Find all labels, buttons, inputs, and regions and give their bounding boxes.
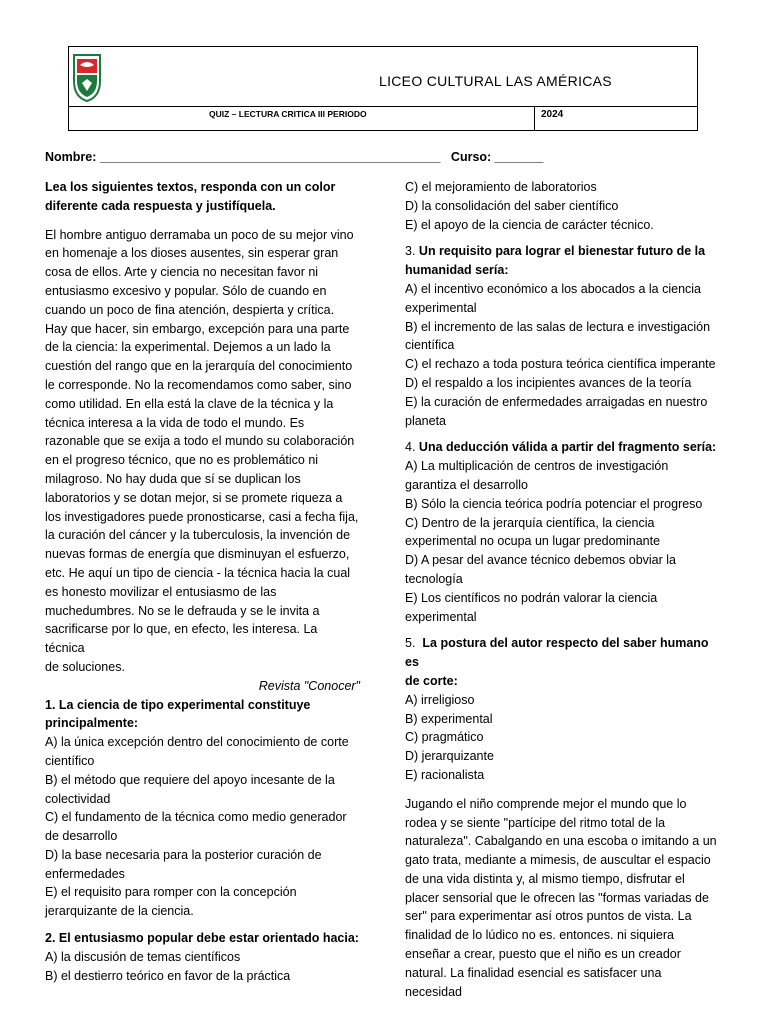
question-5 [405, 634, 721, 784]
reading-text-1-line: laboratorios y se dotan mejor, si se promete riqueza a [45, 490, 343, 505]
reading-text-1-line: nuevas formas de energía que disminuyan el esfuerzo, [45, 547, 350, 562]
reading-text-2-line: placer sensorial que le ofrecen las "formas variadas de [405, 890, 709, 905]
reading-text-1-line: técnica interesa a la vida de todo el mundo. Es [45, 415, 305, 430]
question-2-prompt: 2. El entusiasmo popular debe estar orientado hacia: [45, 931, 359, 946]
reading-text-1-line: la curación del cáncer y la tuberculosis, la invención de [45, 528, 351, 543]
reading-text-1-line: Hay que hacer, sin embargo, excepción para una parte [45, 321, 350, 336]
reading-text-2-line: de una vida distinta y, al mismo tiempo, disfrutar el [405, 871, 685, 886]
option-1e: E) el requisito para romper con la concepción jerarquizante de la ciencia. [45, 885, 297, 919]
instructions: Lea los siguientes textos, responda con un color diferente cada respuesta y justifíquela. [45, 180, 336, 213]
reading-text-1-line: milagroso. No hay duda que sí se duplican los [45, 471, 301, 486]
reading-text-1-line: entusiasmo excesivo y popular. Sólo de cuando en [45, 283, 327, 298]
reading-text-1 [45, 226, 360, 677]
reading-text-1-line: le corresponde. No la recomendamos como saber, sino [45, 377, 352, 392]
option-4b: B) Sólo la ciencia teórica podría potenciar el progreso [405, 496, 703, 511]
option-4c: C) Dentro de la jerarquía científica, la ciencia experimental no ocupa un lugar predominante [405, 515, 661, 549]
reading-text-1-line: en el progreso técnico, que no es problemático ni [45, 453, 319, 468]
option-5a: A) irreligioso [405, 692, 475, 707]
option-3b: B) el incremento de las salas de lectura e investigación científica [405, 319, 711, 353]
option-2c: C) el mejoramiento de laboratorios [405, 180, 597, 194]
header-top-row [69, 47, 697, 107]
question-3-prompt: 3. Un requisito para lograr el bienestar futuro de la humanidad sería: [405, 244, 706, 278]
reading-text-1-line: en homenaje a los dioses ausentes, sin esperar gran [45, 246, 339, 261]
reading-text-2-line: gato trata, mediante a mimesis, de auscultar el espacio [405, 853, 711, 868]
cell-divider [534, 106, 535, 131]
reading-text-2-line: natural. La finalidad esencial es satisfacer una necesidad [405, 965, 662, 999]
reading-text-1-line: es honesto movilizar el entusiasmo de las [45, 584, 277, 599]
option-2b: B) el destierro teórico en favor de la práctica [45, 968, 291, 983]
header-bottom-row [69, 106, 697, 131]
reading-text-1-line: razonable que se exija a todo el mundo su colaboración [45, 434, 355, 449]
reading-text-2-line: rodea y se siente "partícipe del ritmo total de la [405, 815, 666, 830]
option-5d: D) jerarquizante [405, 749, 494, 764]
option-2a: A) la discusión de temas científicos [45, 949, 241, 964]
option-4a: A) La multiplicación de centros de investigación garantiza el desarrollo [405, 459, 669, 492]
reading-text-2-line: ser" para experimentar así otros puntos de vista. La [405, 909, 692, 924]
school-crest-icon [72, 53, 102, 103]
option-3d: D) el respaldo a los incipientes avances de la teoría [405, 375, 692, 390]
option-5b: B) experimental [405, 711, 493, 726]
option-1a: A) la única excepción dentro del conocimiento de corte científico [45, 735, 349, 768]
option-3c: C) el rechazo a toda postura teórica científica imperante [405, 357, 716, 372]
question-1-prompt: 1. La ciencia de tipo experimental constituye principalmente: [45, 697, 311, 731]
right-column [405, 178, 721, 1001]
option-2d: D) la consolidación del saber científico [405, 198, 619, 213]
option-1d: D) la base necesaria para la posterior curación de enfermedades [45, 847, 322, 881]
question-5-prompt: 5. La postura del autor respecto del saber humano es de corte: [405, 636, 709, 688]
reading-text-1-line: etc. He aquí un tipo de ciencia - la técnica hacia la cual [45, 565, 351, 580]
reading-text-1-line: los investigadores puede pronosticarse, casi a fecha fija, [45, 509, 359, 524]
option-5c: C) pragmático [405, 730, 484, 745]
reading-text-1-line: de soluciones. [45, 659, 125, 674]
option-5e: E) racionalista [405, 767, 485, 782]
question-1 [45, 696, 360, 922]
option-2e: E) el apoyo de la ciencia de carácter técnico. [405, 217, 654, 232]
option-3e: E) la curación de enfermedades arraigadas en nuestro planeta [405, 394, 708, 428]
reading-text-2-line: Jugando el niño comprende mejor el mundo que lo [405, 796, 687, 811]
reading-text-2 [405, 795, 721, 1002]
option-4e: E) Los científicos no podrán valorar la ciencia experimental [405, 590, 658, 624]
reading-text-1-line: El hombre antiguo derramaba un poco de su mejor vino [45, 227, 354, 242]
option-1b: B) el método que requiere del apoyo incesante de la colectividad [45, 772, 335, 806]
option-1c: C) el fundamento de la técnica como medio generador de desarrollo [45, 810, 347, 844]
option-4d: D) A pesar del avance técnico debemos obviar la tecnología [405, 553, 676, 586]
left-column [45, 178, 360, 985]
reading-text-1-line: muchedumbres. No se le defrauda y se le invita a [45, 603, 320, 618]
source-citation: Revista "Conocer" [258, 678, 360, 693]
reading-text-1-line: sacrificarse por lo que, en efecto, les interesa. La técnica [45, 622, 318, 656]
quiz-title: QUIZ – LECTURA CRITICA III PERIODO [209, 109, 367, 119]
reading-text-2-line: naturaleza". Cabalgando en una escoba o imitando a un [405, 834, 717, 849]
reading-text-1-line: cosa de ellos. Arte y ciencia no necesitan favor ni [45, 265, 319, 280]
question-2 [45, 929, 360, 985]
quiz-year: 2024 [541, 109, 564, 120]
reading-text-1-line: de la ciencia: la experimental. Dejemos a un lado la [45, 340, 331, 355]
school-name: LICEO CULTURAL LAS AMÉRICAS [379, 73, 612, 89]
reading-text-1-line: cuando un poco de fina atención, despierta y crítica. [45, 302, 335, 317]
option-3a: A) el incentivo económico a los abocados a la ciencia experimental [405, 281, 702, 315]
header-table [68, 46, 698, 131]
question-3 [405, 242, 721, 430]
reading-text-2-line: finalidad de lo lúdico no es. entonces. ni siquiera [405, 928, 674, 943]
reading-text-2-line: enseñar a crear, puesto que el niño es un creador [405, 947, 681, 962]
reading-text-1-line: como utilidad. En ella está la clave de la técnica y la [45, 396, 334, 411]
question-4 [405, 438, 721, 626]
reading-text-1-line: cuestión del rango que en la jerarquía del conocimiento [45, 359, 353, 374]
student-name-line: Nombre: _________________________________________________ Curso: _______ [45, 150, 544, 164]
question-4-prompt: 4. Una deducción válida a partir del fragmento sería: [405, 440, 717, 455]
